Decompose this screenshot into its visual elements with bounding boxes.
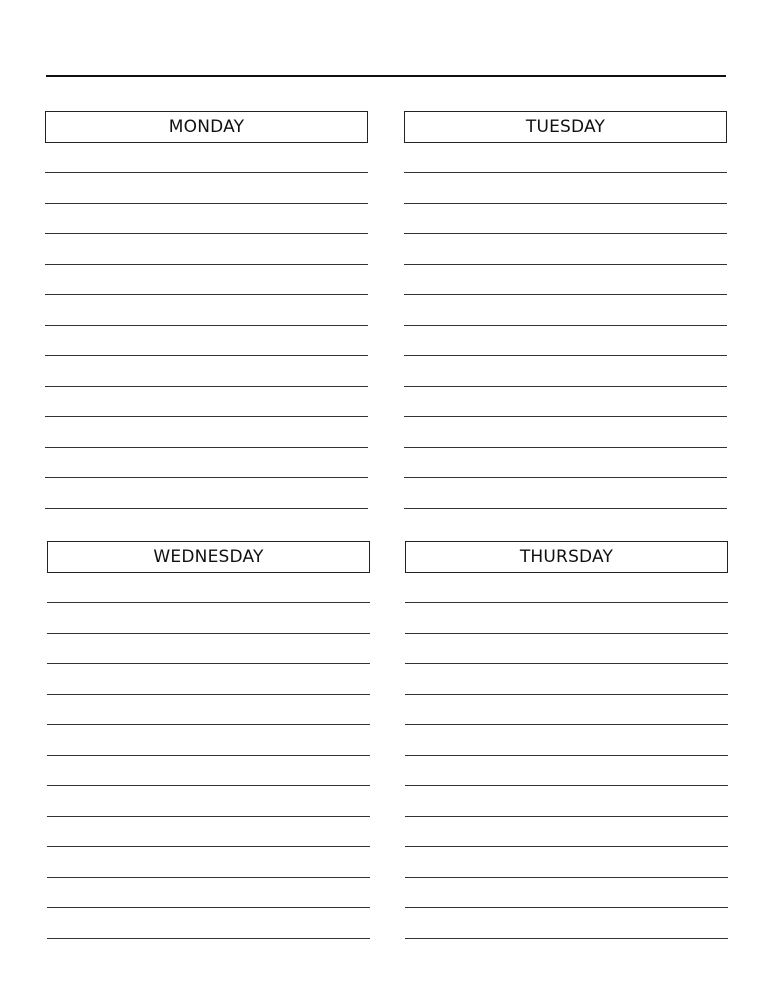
writing-line bbox=[45, 325, 368, 326]
writing-line bbox=[45, 508, 368, 509]
writing-line bbox=[45, 172, 368, 173]
day-label: THURSDAY bbox=[519, 547, 614, 567]
writing-line bbox=[405, 877, 728, 878]
day-section-thursday bbox=[405, 541, 728, 940]
day-section-tuesday bbox=[404, 111, 727, 510]
day-label: TUESDAY bbox=[525, 117, 606, 137]
writing-line bbox=[405, 694, 728, 695]
writing-line bbox=[45, 233, 368, 234]
writing-line bbox=[405, 724, 728, 725]
writing-line bbox=[405, 602, 728, 603]
writing-line bbox=[404, 233, 727, 234]
writing-line bbox=[404, 386, 727, 387]
writing-line bbox=[405, 663, 728, 664]
writing-lines[interactable] bbox=[47, 573, 370, 940]
writing-line bbox=[404, 203, 727, 204]
writing-line bbox=[404, 416, 727, 417]
writing-line bbox=[404, 477, 727, 478]
top-divider bbox=[46, 75, 726, 77]
writing-line bbox=[47, 755, 370, 756]
writing-line bbox=[47, 877, 370, 878]
writing-line bbox=[405, 938, 728, 939]
writing-line bbox=[47, 816, 370, 817]
writing-lines[interactable] bbox=[45, 143, 368, 510]
writing-line bbox=[404, 264, 727, 265]
writing-line bbox=[404, 172, 727, 173]
day-header-thursday bbox=[405, 541, 728, 573]
writing-line bbox=[405, 907, 728, 908]
writing-line bbox=[47, 724, 370, 725]
day-header-tuesday bbox=[404, 111, 727, 143]
writing-line bbox=[405, 785, 728, 786]
day-header-wednesday bbox=[47, 541, 370, 573]
writing-line bbox=[47, 907, 370, 908]
writing-line bbox=[404, 447, 727, 448]
day-header-monday bbox=[45, 111, 368, 143]
writing-line bbox=[47, 785, 370, 786]
writing-line bbox=[47, 663, 370, 664]
day-label: WEDNESDAY bbox=[153, 547, 264, 567]
writing-line bbox=[404, 355, 727, 356]
writing-line bbox=[404, 508, 727, 509]
day-label: MONDAY bbox=[168, 117, 245, 137]
writing-line bbox=[45, 416, 368, 417]
writing-line bbox=[404, 325, 727, 326]
writing-line bbox=[47, 633, 370, 634]
writing-line bbox=[45, 447, 368, 448]
writing-line bbox=[47, 846, 370, 847]
writing-line bbox=[47, 602, 370, 603]
writing-line bbox=[404, 294, 727, 295]
writing-line bbox=[405, 816, 728, 817]
writing-line bbox=[45, 477, 368, 478]
writing-line bbox=[47, 938, 370, 939]
writing-line bbox=[405, 633, 728, 634]
writing-lines[interactable] bbox=[404, 143, 727, 510]
writing-line bbox=[45, 264, 368, 265]
day-section-monday bbox=[45, 111, 368, 510]
writing-line bbox=[45, 355, 368, 356]
writing-lines[interactable] bbox=[405, 573, 728, 940]
writing-line bbox=[45, 386, 368, 387]
writing-line bbox=[45, 294, 368, 295]
writing-line bbox=[405, 846, 728, 847]
day-section-wednesday bbox=[47, 541, 370, 940]
writing-line bbox=[405, 755, 728, 756]
writing-line bbox=[45, 203, 368, 204]
writing-line bbox=[47, 694, 370, 695]
